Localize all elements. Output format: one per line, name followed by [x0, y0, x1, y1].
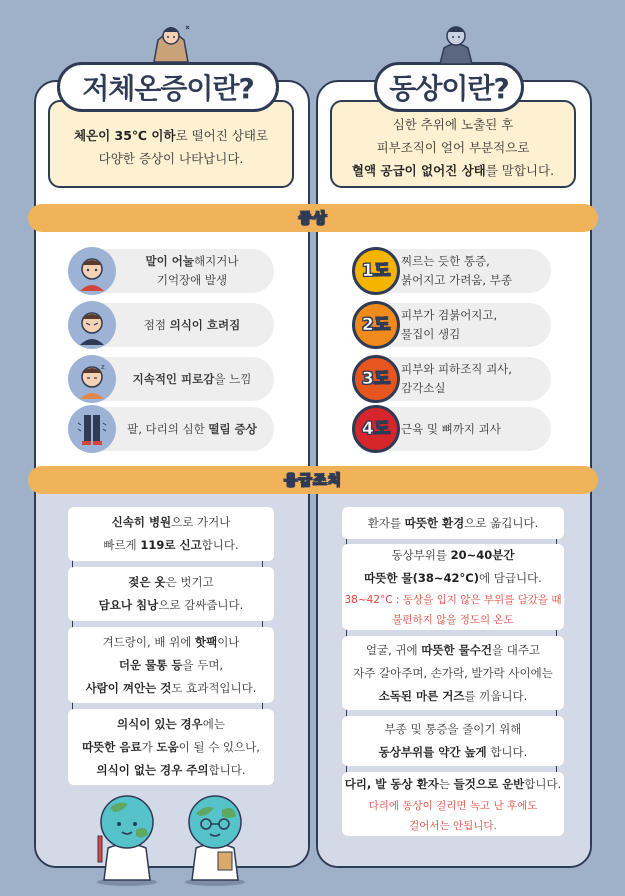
- symptoms-band: 증상: [28, 204, 598, 232]
- symptom-item: z 지속적인 피로감을 느낌: [70, 357, 274, 401]
- hypothermia-aid-card: 신속히 병원으로 가거나 빠르게 119로 신고합니다.: [68, 507, 274, 561]
- hypothermia-title: 저체온증이란?: [57, 62, 279, 112]
- svg-text:z: z: [101, 363, 105, 371]
- hypothermia-aid-card: 겨드랑이, 배 위에 핫팩이나 더운 물통 등을 두며, 사람이 껴안는 것도 효과적입니다.: [68, 627, 274, 703]
- symptom-item: 점점 의식이 흐려짐: [70, 303, 274, 347]
- frostbite-degree-item: 3도 피부와 피하조직 괴사, 감각소실: [355, 357, 551, 401]
- degree-badge: 2도: [352, 301, 400, 349]
- hypothermia-aid-card: 의식이 있는 경우에는 따뜻한 음료가 도움이 될 수 있으나, 의식이 없는 경우 주의합니다.: [68, 709, 274, 785]
- hypothermia-definition: 체온이 35℃ 이하로 떨어진 상태로 다양한 증상이 나타납니다.: [48, 100, 294, 188]
- hypothermia-aid-card: 젖은 옷은 벗기고 담요나 침낭으로 감싸줍니다.: [68, 567, 274, 621]
- frostbite-aid-card: 얼굴, 귀에 따뜻한 물수건을 대주고 자주 갈아주며, 손가락, 발가락 사이에는 소독된 마른 거즈를 끼웁니다.: [342, 636, 564, 710]
- cold-person-blanket-icon: [148, 18, 194, 64]
- frostbite-aid-card: 환자를 따뜻한 환경으로 옮깁니다.: [342, 507, 564, 539]
- symptom-item: 말이 어눌해지거나 기억장애 발생: [70, 249, 274, 293]
- nurse-mascot-icon: [174, 790, 256, 886]
- frostbite-aid-card: 동상부위를 20~40분간 따뜻한 물(38~42°C)에 담급니다. 38~42°C : 동상을 입지 않은 부위를 담갔을 때 불편하지 않을 정도의 온도: [342, 544, 564, 630]
- confused-person-icon: [68, 247, 116, 295]
- frostbite-degree-item: 1도 찌르는 듯한 통증, 붉어지고 가려움, 부종: [355, 249, 551, 293]
- frostbite-aid-card: 부종 및 통증을 줄이기 위해 동상부위를 약간 높게 합니다.: [342, 716, 564, 766]
- shivering-legs-icon: [68, 405, 116, 453]
- degree-badge: 3도: [352, 355, 400, 403]
- frostbitten-person-icon: [436, 20, 476, 64]
- first-aid-band: 응급조치: [28, 466, 598, 494]
- tired-person-icon: [68, 355, 116, 403]
- doctor-mascot-icon: [86, 790, 168, 886]
- frostbite-degree-item: 2도 피부가 검붉어지고, 물집이 생김: [355, 303, 551, 347]
- frostbite-definition: 심한 추위에 노출된 후 피부조직이 얼어 부분적으로 혈액 공급이 없어진 상태를 말합니다.: [330, 100, 576, 188]
- symptom-item: 팔, 다리의 심한 떨림 증상: [70, 407, 274, 451]
- frostbite-title: 동상이란?: [374, 62, 524, 112]
- frostbite-aid-card: 다리, 발 동상 환자는 들것으로 운반합니다. 다리에 동상이 걸리면 녹고 난 후에도 걸어서는 안됩니다.: [342, 772, 564, 836]
- degree-badge: 4도: [352, 405, 400, 453]
- degree-badge: 1도: [352, 247, 400, 295]
- frostbite-degree-item: 4도 근육 및 뼈까지 괴사: [355, 407, 551, 451]
- dizzy-person-icon: [68, 301, 116, 349]
